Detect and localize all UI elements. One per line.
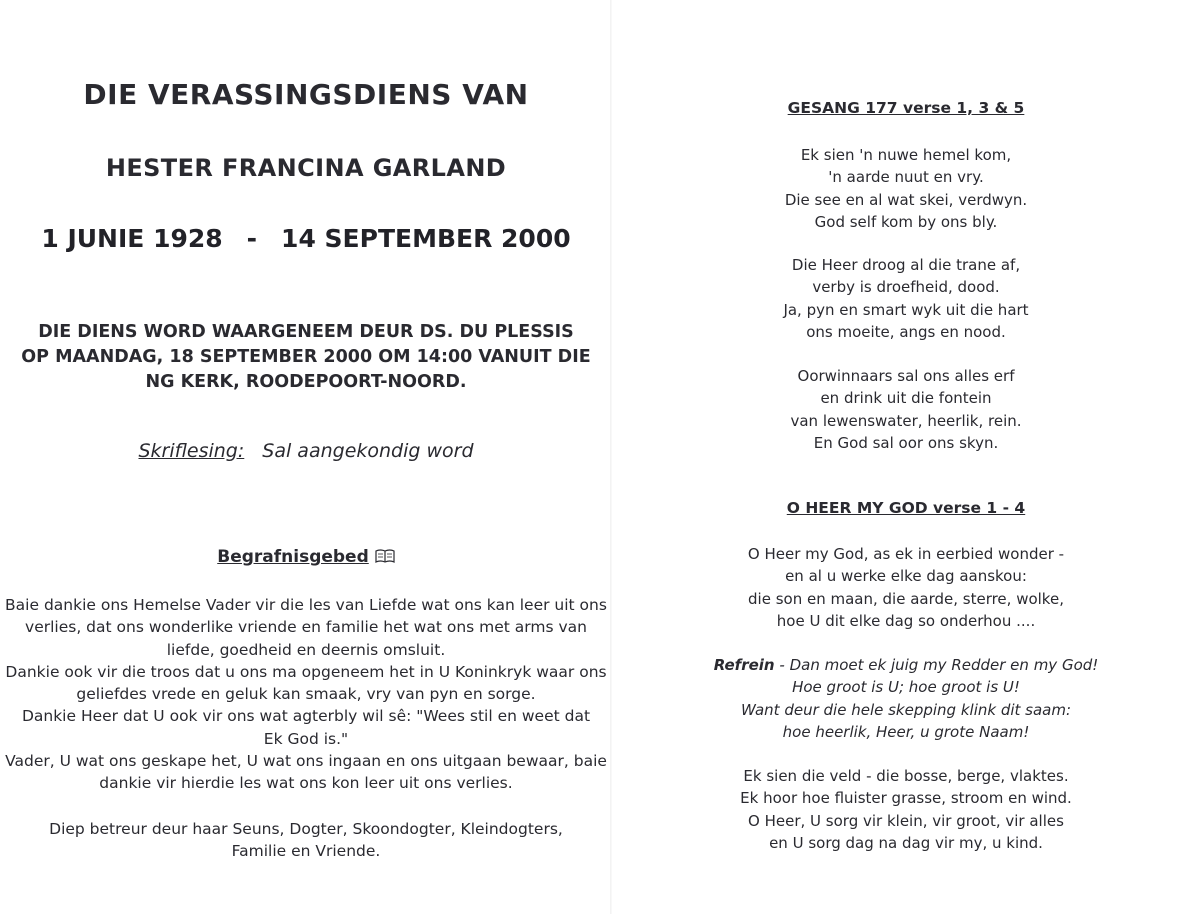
verse-line: Ek sien 'n nuwe hemel kom, bbox=[800, 146, 1012, 164]
refrain-label: Refrein bbox=[713, 656, 775, 674]
scripture-value: Sal aangekondig word bbox=[262, 440, 474, 462]
service-line: DIE DIENS WORD WAARGENEEM DEUR DS. DU PLESSIS bbox=[38, 322, 574, 342]
prayer-line: Dankie Heer dat U ook vir ons wat agterbly wil sê: "Wees stil en weet dat bbox=[21, 707, 591, 726]
verse-line: en drink uit die fontein bbox=[820, 389, 992, 408]
life-dates bbox=[0, 224, 612, 253]
verse-line: Ja, pyn en smart wyk uit die hart bbox=[783, 300, 1029, 319]
scripture-label: Skriflesing: bbox=[138, 440, 245, 462]
service-line: NG KERK, ROODEPOORT-NOORD. bbox=[145, 372, 467, 392]
service-line: OP MAANDAG, 18 SEPTEMBER 2000 OM 14:00 VANUIT DIE bbox=[21, 347, 591, 367]
service-details bbox=[0, 320, 612, 395]
verse-line: van lewenswater, heerlik, rein. bbox=[790, 411, 1022, 430]
verse-line: God self kom by ons bly. bbox=[814, 212, 998, 231]
verse-line: die son en maan, die aarde, sterre, wolke, bbox=[748, 589, 1064, 608]
prayer-heading-text: Begrafnisgebed bbox=[217, 547, 369, 567]
prayer-line: liefde, goedheid en deernis omsluit. bbox=[166, 640, 446, 659]
verse-line: Ek hoor hoe fluister grasse, stroom en wind. bbox=[740, 789, 1072, 808]
prayer-line: Dankie ook vir die troos dat u ons ma opgeneem het in U Koninkryk waar ons bbox=[5, 662, 607, 681]
hymn1-title: GESANG 177 verse 1, 3 & 5 bbox=[787, 99, 1025, 117]
mourners-line: Diep betreur deur haar Seuns, Dogter, Skoondogter, Kleindogters, bbox=[49, 820, 563, 838]
prayer-line: Ek God is." bbox=[263, 729, 349, 748]
prayer-line: Baie dankie ons Hemelse Vader vir die les van Liefde wat ons kan leer uit ons bbox=[5, 596, 607, 614]
verse-line: Die see en al wat skei, verdwyn. bbox=[784, 190, 1028, 209]
refrain-line: hoe heerlik, Heer, u grote Naam! bbox=[782, 722, 1030, 741]
hymn2-verse bbox=[612, 765, 1200, 854]
verse-line: Oorwinnaars sal ons alles erf bbox=[797, 367, 1015, 385]
hymn1-verse bbox=[612, 254, 1200, 343]
prayer-line: Vader, U wat ons geskape het, U wat ons ingaan en ons uitgaan bewaar, baie bbox=[5, 752, 607, 771]
hymn1-verse bbox=[612, 144, 1200, 233]
hymn1-verse bbox=[612, 365, 1200, 454]
verse-line: verby is droefheid, dood. bbox=[812, 278, 1000, 297]
right-page bbox=[612, 0, 1200, 914]
verse-line: En God sal oor ons skyn. bbox=[813, 433, 999, 452]
verse-line: hoe U dit elke dag so onderhou .... bbox=[776, 611, 1036, 630]
prayer-heading bbox=[0, 547, 612, 567]
refrain-line: Want deur die hele skepping klink dit saam: bbox=[740, 700, 1072, 719]
hymn2-verse bbox=[612, 543, 1200, 632]
refrain bbox=[612, 654, 1200, 743]
mourners-note bbox=[0, 818, 612, 863]
prayer-line: geliefdes vrede en geluk kan smaak, vry van pyn en sorge. bbox=[76, 685, 536, 704]
scripture-reading bbox=[0, 440, 612, 462]
verse-line: 'n aarde nuut en vry. bbox=[828, 168, 984, 187]
refrain-line: Hoe groot is U; hoe groot is U! bbox=[792, 678, 1020, 697]
date-separator: - bbox=[246, 224, 258, 253]
mourners-line: Familie en Vriende. bbox=[231, 842, 381, 861]
refrain-line: - Dan moet ek juig my Redder en my God! bbox=[779, 656, 1099, 674]
open-book-icon bbox=[375, 548, 395, 562]
death-date: 14 SEPTEMBER 2000 bbox=[281, 224, 571, 253]
verse-line: O Heer, U sorg vir klein, vir groot, vir alles bbox=[748, 811, 1064, 830]
verse-line: Die Heer droog al die trane af, bbox=[791, 256, 1021, 274]
verse-line: en al u werke elke dag aanskou: bbox=[785, 567, 1027, 586]
verse-line: en U sorg dag na dag vir my, u kind. bbox=[769, 833, 1043, 852]
deceased-name: HESTER FRANCINA GARLAND bbox=[105, 154, 507, 182]
birth-date: 1 JUNIE 1928 bbox=[41, 224, 223, 253]
funeral-prayer bbox=[0, 594, 612, 795]
hymn2-title: O HEER MY GOD verse 1 - 4 bbox=[786, 499, 1026, 517]
verse-line: O Heer my God, as ek in eerbied wonder - bbox=[747, 545, 1065, 563]
verse-line: ons moeite, angs en nood. bbox=[806, 322, 1006, 341]
service-title: DIE VERASSINGSDIENS VAN bbox=[83, 78, 529, 111]
prayer-line: verlies, dat ons wonderlike vriende en familie het wat ons met arms van bbox=[25, 618, 587, 637]
prayer-line: dankie vir hierdie les wat ons kon leer uit ons verlies. bbox=[99, 774, 513, 793]
verse-line: Ek sien die veld - die bosse, berge, vlaktes. bbox=[743, 767, 1069, 785]
refrain-first-line bbox=[612, 654, 1200, 676]
